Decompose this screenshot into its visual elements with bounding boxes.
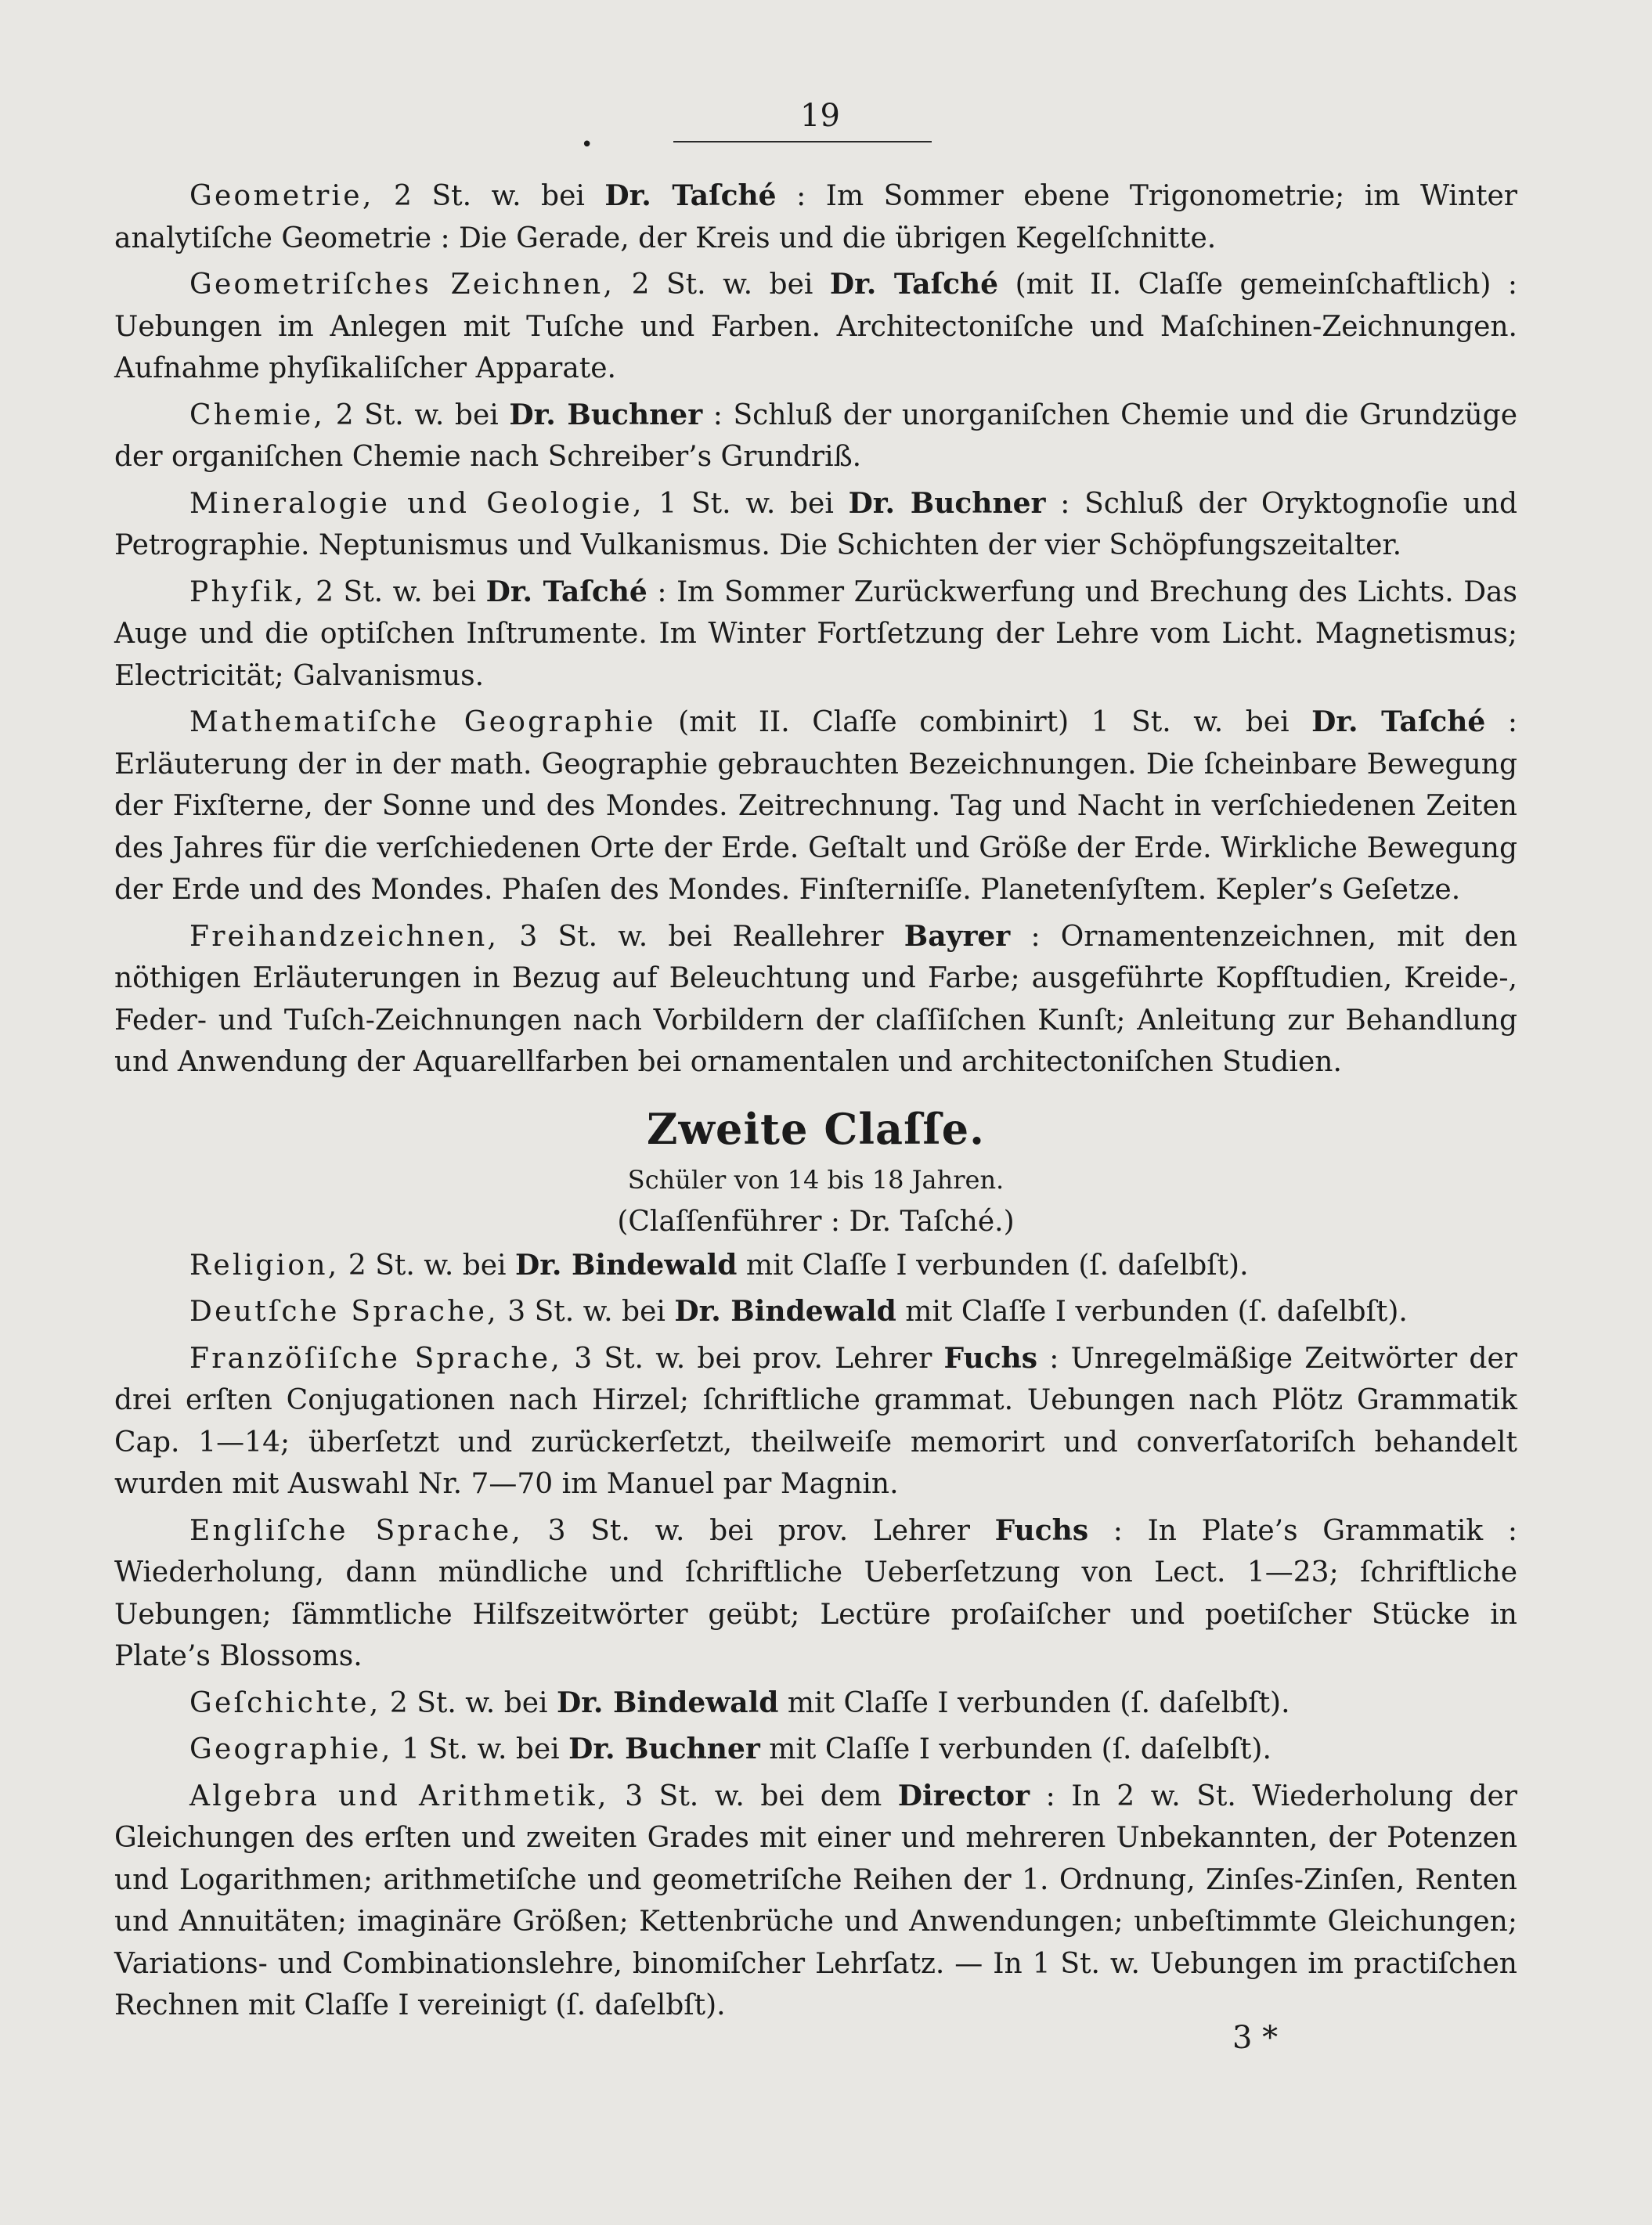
lesson-content: : Im Sommer Zurückwerfung und Brechung des Lichts. Das Auge und die optiſchen Inſtrumente. Im Winter Fortſetzung der Lehre vom Licht. Magnetismus; Electricität; Galvanismus.: [114, 575, 1517, 692]
lesson-hours: 3 St. w. bei dem: [608, 1780, 898, 1812]
lesson-content: : Schluß der Oryktognoſie und Petrographie. Neptunismus und Vulkanismus. Die Schichten der vier Schöpfungszeitalter.: [114, 487, 1518, 561]
lesson-hours: 3 St. w. bei prov. Lehrer: [562, 1342, 944, 1375]
subject-paragraph: [114, 1291, 1517, 1333]
teacher-name: Dr. Taſché: [604, 179, 777, 212]
subject-paragraph: [114, 701, 1517, 911]
subject-paragraph: [114, 1729, 1517, 1771]
lesson-content: : Erläuterung der in der math. Geographie gebrauchten Bezeichnungen. Die ſcheinbare Bewegung der Fixſterne, der Sonne und des Mondes. Zeitrechnung. Tag und Nacht in verſchiedenen Zeiten des Jahres für die verſchiedenen Orte der Erde. Geſtalt und Größe der Erde. Wirkliche Bewegung der Erde und des Mondes. Phaſen des Mondes. Finſterniſſe. Planetenſyſtem. Kepler’s Geſetze.: [114, 706, 1517, 906]
subject-name: Mathematiſche Geographie: [189, 706, 656, 738]
header-rule: [673, 141, 932, 142]
lesson-hours: 3 St. w. bei prov. Lehrer: [523, 1514, 995, 1547]
lesson-hours: (mit II. Claſſe combinirt) 1 St. w. bei: [655, 706, 1312, 738]
lesson-hours: 2 St. w. bei: [381, 1686, 557, 1719]
teacher-name: Bayrer: [904, 919, 1011, 953]
subject-paragraph: [114, 483, 1517, 567]
lesson-content: mit Claſſe I verbunden (ſ. daſelbſt).: [737, 1249, 1249, 1282]
subject-name: Geographie,: [189, 1733, 393, 1765]
teacher-name: Dr. Taſché: [1311, 705, 1486, 738]
page-number: 19: [800, 98, 840, 134]
lesson-hours: 2 St. w. bei: [373, 180, 605, 212]
section-heading: Zweite Claſſe.: [646, 1103, 986, 1154]
lesson-hours: 2 St. w. bei: [615, 269, 830, 301]
teacher-name: Dr. Bindewald: [674, 1295, 896, 1328]
teacher-name: Director: [897, 1779, 1030, 1812]
printer-dot: •: [581, 133, 593, 157]
lesson-content: mit Claſſe I verbunden (ſ. daſelbſt).: [778, 1686, 1290, 1719]
lesson-content: mit Claſſe I verbunden (ſ. daſelbſt).: [896, 1296, 1408, 1328]
teacher-name: Fuchs: [943, 1341, 1037, 1375]
lesson-content: (mit II. Claſſe gemeinſchaftlich) : Uebungen im Anlegen mit Tuſche und Farben. Architectoniſche und Maſchinen-Zeichnungen. Aufnahme phyſikaliſcher Apparate.: [114, 269, 1518, 384]
lesson-content: : Schluß der unorganiſchen Chemie und die Grundzüge der organiſchen Chemie nach Schreiber’s Grundriß.: [114, 398, 1518, 473]
subject-paragraph: [114, 1245, 1517, 1287]
subject-paragraph: [114, 572, 1517, 698]
age-line: Schüler von 14 bis 18 Jahren.: [627, 1164, 1005, 1195]
subject-name: Chemie,: [189, 398, 326, 431]
lesson-content: : In 2 w. St. Wiederholung der Gleichungen des erſten und zweiten Grades mit einer und mehreren Unbekannten, der Potenzen und Logarithmen; arithmetiſche und geometriſche Reihen der 1. Ordnung, Zinſes-Zinſen, Renten und Annuitäten; imaginäre Größen; Kettenbrüche und Anwendungen; unbeſtimmte Gleichungen; Variations- und Combinationslehre, binomiſcher Lehrſatz. — In 1 St. w. Uebungen im practiſchen Rechnen mit Claſſe I vereinigt (ſ. daſelbſt).: [114, 1780, 1517, 2021]
subject-paragraph: [114, 1510, 1517, 1678]
subject-name: Algebra und Arithmetik,: [189, 1780, 609, 1812]
subject-paragraph: [114, 264, 1517, 390]
lesson-content: : In Plate’s Grammatik : Wiederholung, dann mündliche und ſchriftliche Ueberſetzung von Lect. 1—23; ſchriftliche Uebungen; ſämmtliche Hilfszeitwörter geübt; Lectüre proſaiſcher und poetiſcher Stücke in Plate’s Blossoms.: [114, 1514, 1517, 1672]
lesson-hours: 3 St. w. bei Reallehrer: [499, 920, 904, 953]
subject-name: Religion,: [189, 1249, 340, 1282]
lesson-hours: 1 St. w. bei: [644, 487, 849, 520]
lesson-hours: 3 St. w. bei: [498, 1296, 675, 1328]
lesson-content: : Ornamentenzeichnen, mit den nöthigen Erläuterungen in Bezug auf Beleuchtung und Farbe; ausgeführte Kopfſtudien, Kreide-, Feder- und Tuſch-Zeichnungen nach Vorbildern der claſſiſchen Kunſt; Anleitung zur Behandlung und Anwendung der Aquarellfarben bei ornamentalen und architectoniſchen Studien.: [114, 920, 1517, 1078]
teacher-name: Dr. Buchner: [568, 1733, 760, 1765]
teacher-name: Dr. Taſché: [829, 268, 999, 301]
subject-name: Geometriſches Zeichnen,: [189, 269, 615, 301]
subject-name: Geſchichte,: [189, 1686, 381, 1719]
subject-name: Mineralogie und Geologie,: [189, 487, 644, 520]
body-text: [114, 175, 1517, 2027]
second-class-section: [114, 1245, 1517, 2027]
subject-name: Geometrie,: [189, 180, 374, 212]
signature-mark: 3 *: [1232, 2020, 1279, 2056]
subject-name: Engliſche Sprache,: [189, 1514, 523, 1547]
subject-paragraph: [114, 916, 1517, 1084]
teacher-name: Dr. Buchner: [509, 398, 703, 431]
subject-name: Phyſik,: [189, 575, 306, 608]
teacher-name: Dr. Bindewald: [557, 1686, 779, 1719]
lesson-content: : Unregelmäßige Zeitwörter der drei erſten Conjugationen nach Hirzel; ſchriftliche grammat. Uebungen nach Plötz Grammatik Cap. 1—14; überſetzt und zurückerſetzt, theilweiſe memorirt und converſatoriſch behandelt wurden mit Auswahl Nr. 7—70 im Manuel par Magnin.: [114, 1342, 1517, 1500]
subject-paragraph: [114, 175, 1517, 259]
class-leader-line: (Claſſenführer : Dr. Taſché.): [617, 1205, 1015, 1238]
subject-name: Deutſche Sprache,: [189, 1296, 499, 1328]
subject-name: Freihandzeichnen,: [189, 920, 500, 953]
teacher-name: Dr. Taſché: [485, 575, 647, 608]
subject-paragraph: [114, 1338, 1517, 1506]
lesson-hours: 1 St. w. bei: [392, 1733, 569, 1765]
lesson-content: mit Claſſe I verbunden (ſ. daſelbſt).: [759, 1733, 1271, 1765]
lesson-hours: 2 St. w. bei: [339, 1249, 516, 1282]
subject-paragraph: [114, 1682, 1517, 1725]
lesson-hours: 2 St. w. bei: [305, 575, 486, 608]
subject-paragraph: [114, 1776, 1517, 2027]
subject-name: Franzöſiſche Sprache,: [189, 1342, 563, 1375]
teacher-name: Dr. Bindewald: [515, 1248, 738, 1282]
teacher-name: Fuchs: [994, 1513, 1089, 1547]
teacher-name: Dr. Buchner: [848, 486, 1046, 520]
subject-paragraph: [114, 395, 1517, 478]
lesson-content: : Im Sommer ebene Trigonometrie; im Winter analytiſche Geometrie : Die Gerade, der Kreis und die übrigen Kegelſchnitte.: [114, 180, 1517, 254]
lesson-hours: 2 St. w. bei: [325, 398, 510, 431]
first-class-section: [114, 175, 1517, 1084]
